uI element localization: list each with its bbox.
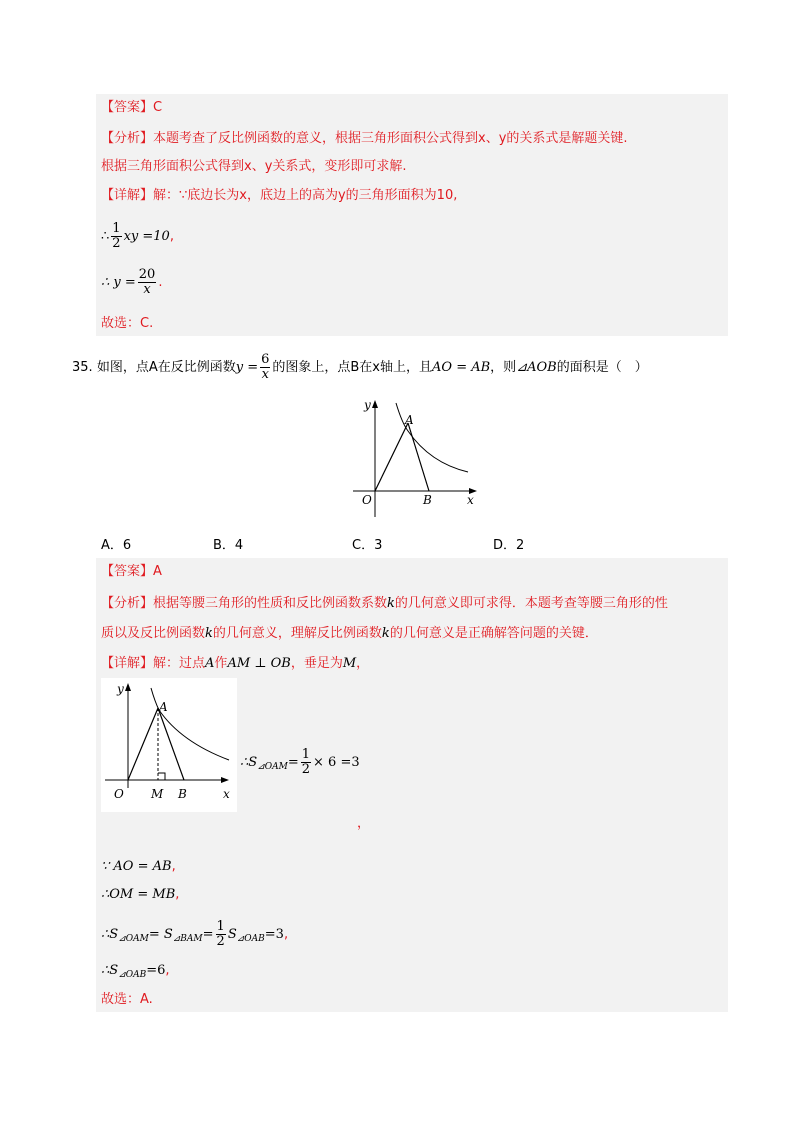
fraction-half: $\frac{1}{2}$ [112,221,121,251]
q34-step1: ∴ $\frac{1}{2}$ xy =10, [101,221,174,251]
fraction-20-over-x: $\frac{20}{x}$ [138,267,156,297]
detail-text: 解：∵底边长为x，底边上的高为y的三角形面积为10, [153,188,458,203]
q35-figure [345,395,485,520]
point-a-label: A [159,700,168,714]
q35-solution-figure [101,678,237,812]
option-a: A．6 [101,538,132,553]
q35-answer-line: 【答案】A [101,564,162,579]
q34-choice: 故选：C. [101,316,154,331]
point-b-label: B [178,787,187,801]
q35-step2: ∴OM = MB, [101,887,180,902]
x-axis-label: x [467,493,474,507]
q34-step2: ∴ y = $\frac{20}{x}$ . [101,267,163,297]
analysis-tag: 【分析】 [101,131,154,146]
y-axis-label: y [364,398,371,412]
q35-analysis-line1: 【分析】根据等腰三角形的性质和反比例函数系数k的几何意义即可求得．本题考查等腰三角形的性 [101,596,668,611]
q35-step1: ∵ AO = AB, [101,859,176,874]
answer-tag: 【答案】 [101,100,154,115]
q34-analysis-line1 [101,130,628,148]
q35-step3: $\therefore S_{⊿OAM}= S_{⊿BAM}=$ $\frac{1}{2}$ $S_{⊿OAB}=3$, [101,919,289,949]
q34-detail-line [101,187,457,205]
point-b-label: B [423,493,432,507]
question-number: 35. [72,360,93,375]
stray-comma: ， [357,816,371,831]
y-axis-label: y [117,682,124,696]
point-a-label: A [405,413,414,427]
analysis-text: 本题考查了反比例函数的意义，根据三角形面积公式得到x、y的关系式是解题关键. [153,131,628,146]
q35-step4: $\therefore S_{⊿OAB}=6$, [101,963,170,980]
origin-label: O [362,493,372,507]
q35-analysis-line2: 质以及反比例函数k的几何意义，理解反比例函数k的几何意义是正确解答问题的关键． [101,626,598,641]
origin-label: O [114,787,124,801]
q34-answer-line [101,99,162,117]
detail-tag: 【详解】 [101,188,154,203]
option-d: D．2 [493,538,525,553]
option-b: B．4 [213,538,244,553]
option-c: C．3 [352,538,383,553]
fraction-6-over-x: $\frac{6}{x}$ [261,352,270,382]
answer-value: C [153,100,163,115]
q35-side-formula: $\therefore S_{⊿OAM}=$ $\frac{1}{2}$ × 6 =3 [240,747,360,777]
x-axis-label: x [223,787,230,801]
q35-choice: 故选：A. [101,992,153,1007]
q34-analysis-line2: 根据三角形面积公式得到x、y关系式，变形即可求解. [101,159,407,174]
point-m-label: M [151,787,164,801]
q35-stem: 35. 如图，点A在反比例函数y = $\frac{6}{x}$ 的图象上，点B在x轴上，且AO = AB，则⊿AOB的面积是（ ） [72,352,648,382]
q35-detail-line: 【详解】解：过点A作AM ⊥ OB，垂足为M， [101,656,370,671]
